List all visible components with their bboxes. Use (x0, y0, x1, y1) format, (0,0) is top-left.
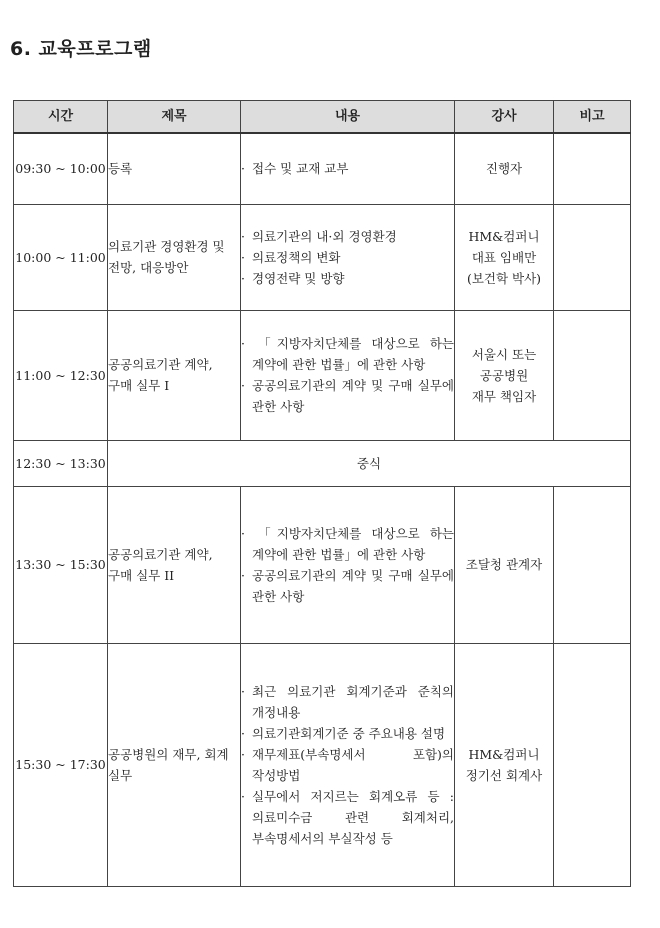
header-note: 비고 (554, 101, 631, 134)
lecturer-line: 대표 임배만 (471, 249, 537, 265)
row-time: 13:30 ~ 15:30 (14, 486, 108, 643)
row-lecturer (455, 310, 554, 440)
content-item: · 「지방자치단체를 대상으로 하는 계약에 관한 법률」에 관한 사항 (241, 523, 454, 565)
table-row (14, 643, 631, 886)
lecturer-line: 정기선 회계사 (465, 767, 543, 783)
table-header-row (14, 101, 631, 134)
content-item: · 의료정책의 변화 (241, 247, 454, 268)
lecturer-line: 진행자 (485, 161, 523, 177)
content-item: · 최근 의료기관 회계기준과 준칙의 개정내용 (241, 681, 454, 723)
row-content (241, 133, 455, 204)
row-content (241, 643, 455, 886)
header-title: 제목 (108, 101, 241, 134)
row-time: 09:30 ~ 10:00 (14, 133, 108, 204)
row-time: 11:00 ~ 12:30 (14, 310, 108, 440)
row-title: 공공병원의 재무, 회계 실무 (108, 643, 241, 886)
content-item: · 실무에서 저지르는 회계오류 등 : 의료미수금 관련 회계처리, 부속명세서의 부실작성 등 (241, 786, 454, 849)
row-time: 12:30 ~ 13:30 (14, 440, 108, 486)
content-item: · 경영전략 및 방향 (241, 268, 454, 289)
row-note (554, 133, 631, 204)
row-lecturer (455, 643, 554, 886)
content-item: · 의료기관의 내·외 경영환경 (241, 226, 454, 247)
table-row (14, 440, 631, 486)
row-content (241, 204, 455, 310)
content-item: · 접수 및 교재 교부 (241, 158, 454, 179)
lecturer-line: (보건학 박사) (466, 270, 542, 286)
row-lecturer (455, 133, 554, 204)
table-row (14, 310, 631, 440)
row-title: 의료기관 경영환경 및 전망, 대응방안 (108, 204, 241, 310)
section-title: 6. 교육프로그램 (10, 38, 152, 60)
lunch-break-label: 중식 (108, 440, 631, 486)
content-item: · 재무제표(부속명세서 포함)의 작성방법 (241, 744, 454, 786)
row-note (554, 643, 631, 886)
table-row (14, 486, 631, 643)
row-content (241, 486, 455, 643)
lecturer-line: 공공병원 (479, 367, 529, 383)
content-item: · 공공의료기관의 계약 및 구매 실무에 관한 사항 (241, 565, 454, 607)
row-title: 공공의료기관 계약, 구매 실무 II (108, 486, 241, 643)
table-row (14, 133, 631, 204)
content-item: · 의료기관회계기준 중 주요내용 설명 (241, 723, 454, 744)
row-lecturer (455, 204, 554, 310)
row-lecturer (455, 486, 554, 643)
lecturer-line: 재무 책임자 (471, 388, 537, 404)
row-title: 등록 (108, 133, 241, 204)
lecturer-line: 조달청 관계자 (465, 557, 543, 572)
content-item: · 「지방자치단체를 대상으로 하는 계약에 관한 법률」에 관한 사항 (241, 333, 454, 375)
row-content (241, 310, 455, 440)
table-row (14, 204, 631, 310)
row-time: 10:00 ~ 11:00 (14, 204, 108, 310)
education-program-table (13, 100, 631, 887)
row-note (554, 310, 631, 440)
row-title: 공공의료기관 계약, 구매 실무 I (108, 310, 241, 440)
lecturer-line: 서울시 또는 (471, 346, 537, 362)
lecturer-line: HM&컴퍼니 (468, 228, 540, 244)
row-note (554, 204, 631, 310)
row-time: 15:30 ~ 17:30 (14, 643, 108, 886)
row-note (554, 486, 631, 643)
header-time: 시간 (14, 101, 108, 134)
content-item: · 공공의료기관의 계약 및 구매 실무에 관한 사항 (241, 375, 454, 417)
lecturer-line: HM&컴퍼니 (468, 746, 540, 762)
header-content: 내용 (241, 101, 455, 134)
header-lecturer: 강사 (455, 101, 554, 134)
